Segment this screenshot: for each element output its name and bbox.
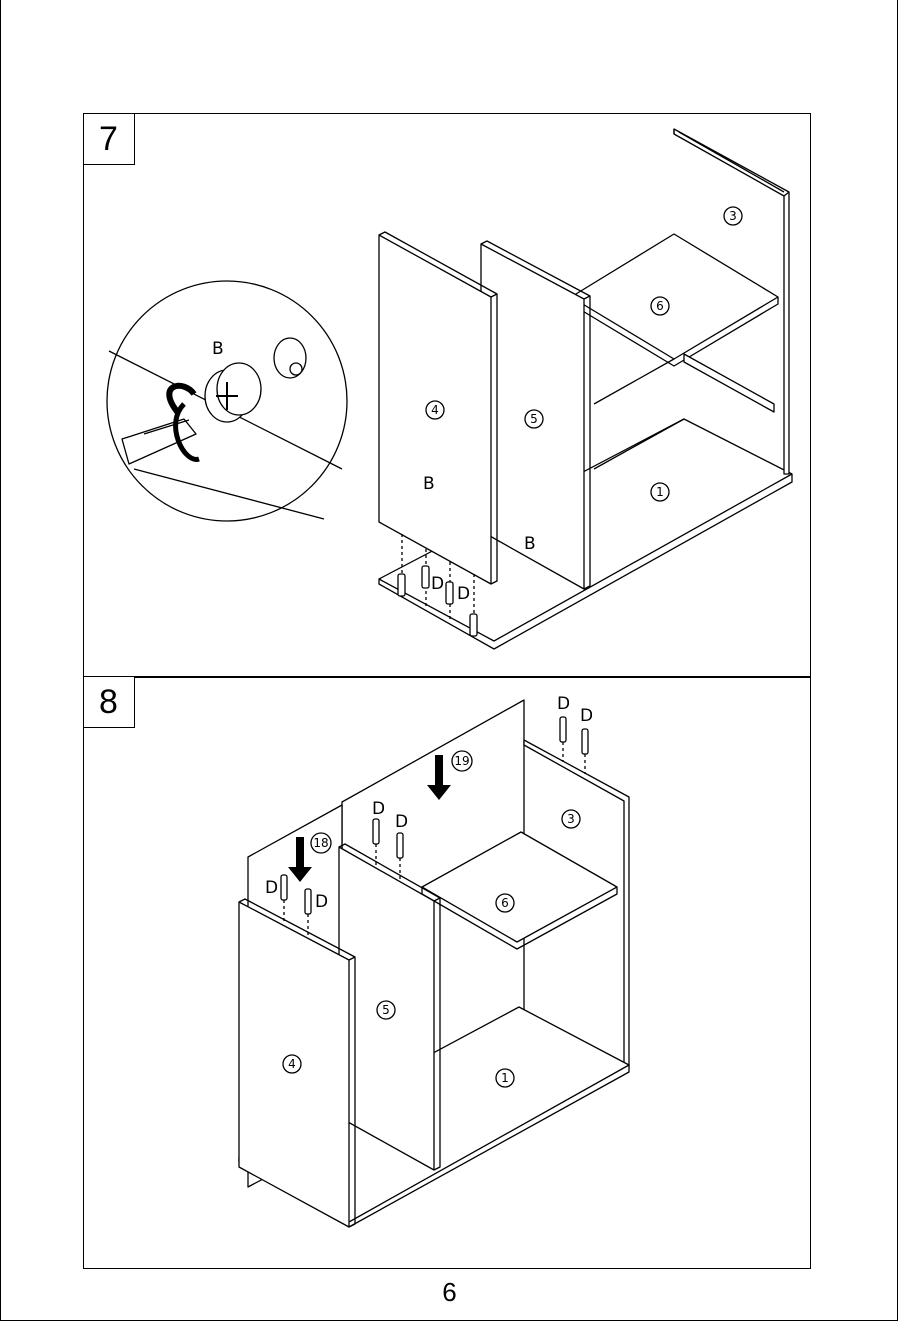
step-8-panel — [83, 676, 811, 1269]
step-7-label-d-1: D — [431, 574, 445, 594]
step-7-label-d-2: D — [457, 584, 471, 604]
step-8-number: 8 — [83, 676, 135, 728]
step-8-part-3: 3 — [567, 812, 575, 826]
step-7-part-1: 1 — [656, 485, 664, 499]
page-number: 6 — [442, 1277, 457, 1307]
step-7-part-4: 4 — [431, 403, 439, 417]
detail-cam-lock-label: B — [212, 339, 224, 359]
step-7-label-b-1: B — [423, 474, 435, 494]
step-8-label-d-3: D — [372, 799, 386, 819]
step-7-panel — [83, 113, 811, 678]
step-8-part-18: 18 — [313, 836, 329, 850]
step-7-illustration — [84, 114, 812, 679]
step-8-part-6: 6 — [501, 896, 509, 910]
step-7-number: 7 — [83, 113, 135, 165]
step-8-illustration — [84, 677, 812, 1270]
step-8-part-4: 4 — [288, 1057, 296, 1071]
step-8-label-d-6: D — [580, 706, 594, 726]
drawer-runner — [684, 354, 774, 412]
step-7-part-6: 6 — [656, 299, 664, 313]
step-7-part-5: 5 — [530, 412, 538, 426]
step-8-label-d-4: D — [395, 812, 409, 832]
step-8-part-1: 1 — [501, 1071, 509, 1085]
part-6-shelf — [571, 234, 778, 366]
step-7-label-b-2: B — [524, 534, 536, 554]
cam-lock-detail-callout — [107, 281, 347, 521]
step-8-label-d-5: D — [557, 694, 571, 714]
step-8-part-19: 19 — [454, 754, 470, 768]
step-8-label-d-1: D — [265, 878, 279, 898]
step-8-label-d-2: D — [315, 892, 329, 912]
step-7-part-3: 3 — [729, 209, 737, 223]
step-8-part-5: 5 — [382, 1003, 390, 1017]
